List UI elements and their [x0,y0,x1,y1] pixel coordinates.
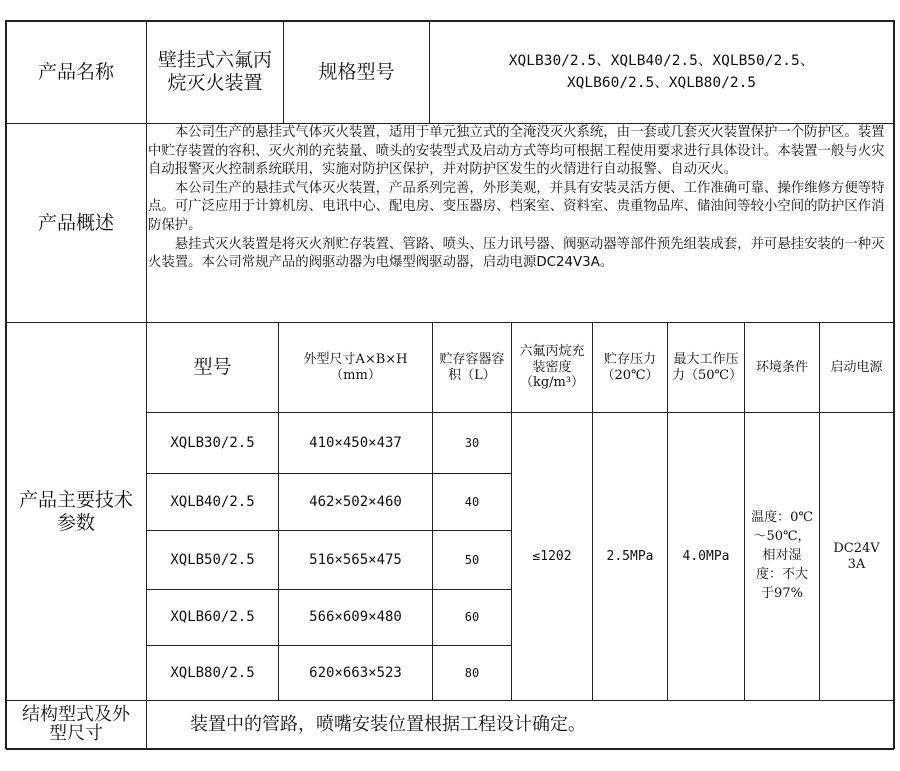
overview-paragraph: 本公司生产的悬挂式气体灭火装置，适用于单元独立式的全淹没灭火系统，由一套或几套灭火装置保护一个防护区。装置中贮存装置的容积、灭火剂的充装量、喷头的安装型式及启动方式等均可根据工程使用要求进行具体设计。本装置一般与火灾自动报警灭火控制系统联用，实施对防护区保护，并对防护区发生的火情进行自动报警、自动灭火。 [148,125,885,178]
header-model: 型号 [193,356,232,379]
row-model: XQLB40/2.5 [170,493,255,510]
spec-value [430,21,893,123]
row-model: XQLB80/2.5 [170,664,255,681]
density-value: ≤1202 [532,548,572,564]
overview-label: 产品概述 [37,211,114,234]
row-size: 516×565×475 [309,551,402,568]
row-volume: 40 [464,494,480,509]
row-size: 620×663×523 [309,664,402,681]
structure-label: 结构型式及外型尺寸 [22,703,130,744]
row-model: XQLB30/2.5 [170,434,255,451]
spec-label: 规格型号 [318,60,395,83]
product-name-label: 产品名称 [37,60,114,83]
max-pressure-value: 4.0MPa [682,548,730,564]
row-size: 410×450×437 [309,434,402,451]
structure-value: 装置中的管路，喷嘴安装位置根据工程设计确定。 [190,713,586,735]
table-border-right [893,20,895,749]
overview-text [148,124,892,273]
header-power: 启动电源 [830,359,883,375]
row-volume: 30 [464,435,480,450]
env-value: 温度：0℃～50℃，相对湿度：不大于97% [751,510,813,601]
header-pressure: 贮存压力（20℃） [601,351,659,383]
table-border-bottom [6,748,894,750]
header-max-pressure: 最大工作压力（50℃） [672,351,743,383]
header-volume: 贮存容器容积（L） [439,351,505,383]
spec-value-line2: XQLB60/2.5、XQLB80/2.5 [566,75,757,91]
header-size: 外型尺寸A×B×H（mm） [303,351,408,383]
row-model: XQLB60/2.5 [170,609,255,626]
pressure-value: 2.5MPa [606,548,654,564]
row-volume: 80 [464,665,480,680]
power-value: DC24V 3A [833,540,880,572]
row-size: 566×609×480 [309,609,402,626]
header-env: 环境条件 [755,359,808,375]
row-volume: 50 [464,552,480,567]
row-model: XQLB50/2.5 [170,551,255,568]
params-label: 产品主要技术参数 [18,488,133,534]
header-density: 六氟丙烷充装密度（kg/m³） [519,344,585,391]
overview-paragraph: 悬挂式灭火装置是将灭火剂贮存装置、管路、喷头、压力讯号器、阀驱动器等部件预先组装成套，并可悬挂安装的一种灭火装置。本公司常规产品的阀驱动器为电爆型阀驱动器，启动电源DC24V3A。 [148,236,885,271]
overview-paragraph: 本公司生产的悬挂式气体灭火装置，产品系列完善，外形美观，并具有安装灵活方便、工作准确可靠、操作维修方便等特点。可广泛应用于计算机房、电讯中心、配电房、变压器房、档案室、资料室、贵重物品库、储油间等较小空间的防护区作消防保护。 [148,180,885,233]
product-name-value: 壁挂式六氟丙烷灭火装置 [158,49,273,94]
spec-value-line1: XQLB30/2.5、XQLB40/2.5、XQLB50/2.5、 [508,53,815,69]
row-volume: 60 [464,610,480,625]
row-size: 462×502×460 [309,493,402,510]
